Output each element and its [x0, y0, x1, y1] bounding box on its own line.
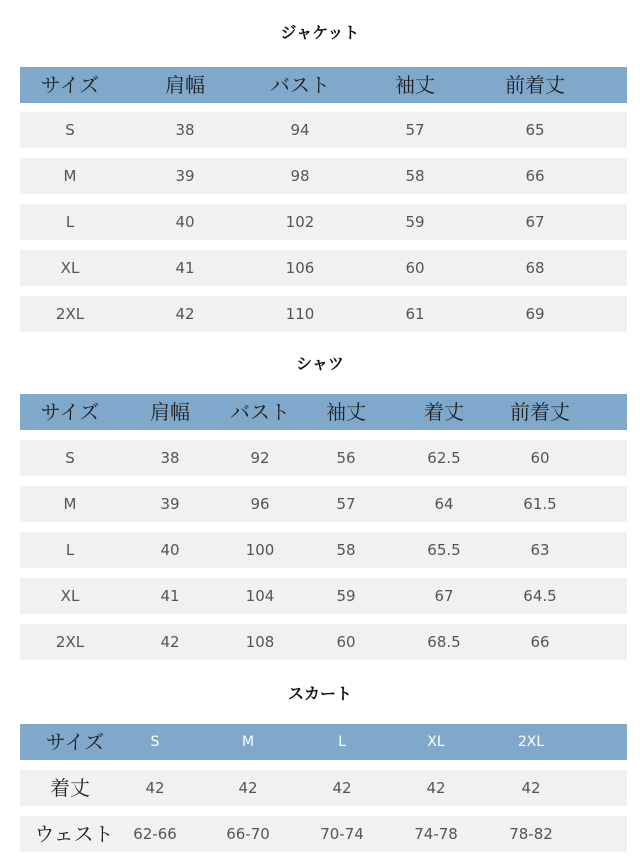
- table-cell: 67: [525, 213, 545, 231]
- table-cell: 92: [250, 449, 270, 467]
- jacket-row-l: [20, 204, 627, 240]
- table-cell: 108: [245, 633, 275, 651]
- table-cell: M: [63, 495, 77, 513]
- table-cell: 67: [434, 587, 454, 605]
- table-cell: 42: [160, 633, 180, 651]
- table-cell: 42: [332, 779, 352, 797]
- table-cell: 39: [160, 495, 180, 513]
- table-cell: 66: [525, 167, 545, 185]
- skirt-title: スカート: [287, 684, 352, 703]
- jacket-row-s: [20, 112, 627, 148]
- shirt-row-m: [20, 486, 627, 522]
- jacket-title: ジャケット: [280, 23, 360, 42]
- table-cell: L: [65, 541, 75, 559]
- table-cell: 58: [405, 167, 425, 185]
- table-cell: 60: [405, 259, 425, 277]
- jacket-header-row: [20, 67, 627, 103]
- table-cell: 2XL: [55, 633, 85, 651]
- shirt-header-shoulder: 肩幅: [150, 400, 190, 424]
- jacket-row-xl: [20, 250, 627, 286]
- skirt-header-2xl: 2XL: [517, 734, 545, 750]
- skirt-row-length: [20, 770, 627, 806]
- table-cell: 65: [525, 121, 545, 139]
- skirt-header-size: サイズ: [45, 730, 105, 754]
- table-cell: 58: [336, 541, 356, 559]
- table-cell: 66: [530, 633, 550, 651]
- shirt-row-s: [20, 440, 627, 476]
- table-cell: 106: [285, 259, 315, 277]
- table-cell: 94: [290, 121, 310, 139]
- table-cell: 38: [160, 449, 180, 467]
- table-cell: 102: [285, 213, 315, 231]
- table-cell: 61.5: [523, 495, 557, 513]
- table-cell: 39: [175, 167, 195, 185]
- table-cell: 110: [285, 305, 315, 323]
- shirt-header-front-length: 前着丈: [510, 400, 570, 424]
- table-cell: 56: [336, 449, 356, 467]
- table-cell: 66-70: [226, 825, 270, 843]
- table-cell: ウェスト: [34, 822, 114, 846]
- table-cell: 64.5: [523, 587, 557, 605]
- table-cell: 41: [160, 587, 180, 605]
- table-cell: 2XL: [55, 305, 85, 323]
- table-cell: 42: [145, 779, 165, 797]
- table-cell: 42: [175, 305, 195, 323]
- table-cell: 40: [160, 541, 180, 559]
- table-cell: S: [65, 121, 75, 139]
- table-cell: 61: [405, 305, 425, 323]
- table-cell: 41: [175, 259, 195, 277]
- table-cell: 64: [434, 495, 454, 513]
- table-cell: XL: [60, 587, 80, 605]
- table-cell: 96: [250, 495, 270, 513]
- table-cell: 63: [530, 541, 550, 559]
- table-cell: 62-66: [133, 825, 177, 843]
- jacket-header-size: サイズ: [40, 73, 100, 97]
- skirt-header-m: M: [241, 734, 255, 750]
- table-cell: L: [65, 213, 75, 231]
- table-cell: 65.5: [427, 541, 461, 559]
- table-cell: 57: [336, 495, 356, 513]
- shirt-row-l: [20, 532, 627, 568]
- table-cell: 40: [175, 213, 195, 231]
- skirt-header-s: S: [150, 734, 160, 750]
- shirt-header-size: サイズ: [40, 400, 100, 424]
- skirt-header-row: [20, 724, 627, 760]
- table-cell: 104: [245, 587, 275, 605]
- jacket-row-m: [20, 158, 627, 194]
- table-cell: 42: [521, 779, 541, 797]
- table-cell: 38: [175, 121, 195, 139]
- shirt-row-2xl: [20, 624, 627, 660]
- table-cell: 74-78: [414, 825, 458, 843]
- table-cell: 59: [336, 587, 356, 605]
- table-cell: 78-82: [509, 825, 553, 843]
- skirt-header-xl: XL: [427, 734, 445, 750]
- jacket-row-2xl: [20, 296, 627, 332]
- shirt-header-sleeve: 袖丈: [326, 400, 366, 424]
- table-cell: S: [65, 449, 75, 467]
- shirt-title: シャツ: [296, 354, 344, 373]
- table-cell: M: [63, 167, 77, 185]
- jacket-header-front-length: 前着丈: [505, 73, 565, 97]
- table-cell: 98: [290, 167, 310, 185]
- table-cell: 68.5: [427, 633, 461, 651]
- table-cell: 60: [336, 633, 356, 651]
- table-cell: 70-74: [320, 825, 364, 843]
- shirt-header-bust: バスト: [230, 400, 290, 424]
- skirt-header-l: L: [338, 734, 346, 750]
- table-cell: 42: [238, 779, 258, 797]
- jacket-header-sleeve: 袖丈: [395, 73, 435, 97]
- table-cell: 着丈: [50, 776, 90, 800]
- jacket-header-bust: バスト: [270, 73, 330, 97]
- table-cell: 57: [405, 121, 425, 139]
- shirt-row-xl: [20, 578, 627, 614]
- table-cell: 59: [405, 213, 425, 231]
- table-cell: 42: [426, 779, 446, 797]
- table-cell: 62.5: [427, 449, 461, 467]
- shirt-header-row: [20, 394, 627, 430]
- table-cell: 68: [525, 259, 545, 277]
- table-cell: 100: [245, 541, 275, 559]
- shirt-header-length: 着丈: [424, 400, 464, 424]
- table-cell: 60: [530, 449, 550, 467]
- table-cell: XL: [60, 259, 80, 277]
- skirt-row-waist: [20, 816, 627, 852]
- jacket-header-shoulder: 肩幅: [165, 73, 205, 97]
- table-cell: 69: [525, 305, 545, 323]
